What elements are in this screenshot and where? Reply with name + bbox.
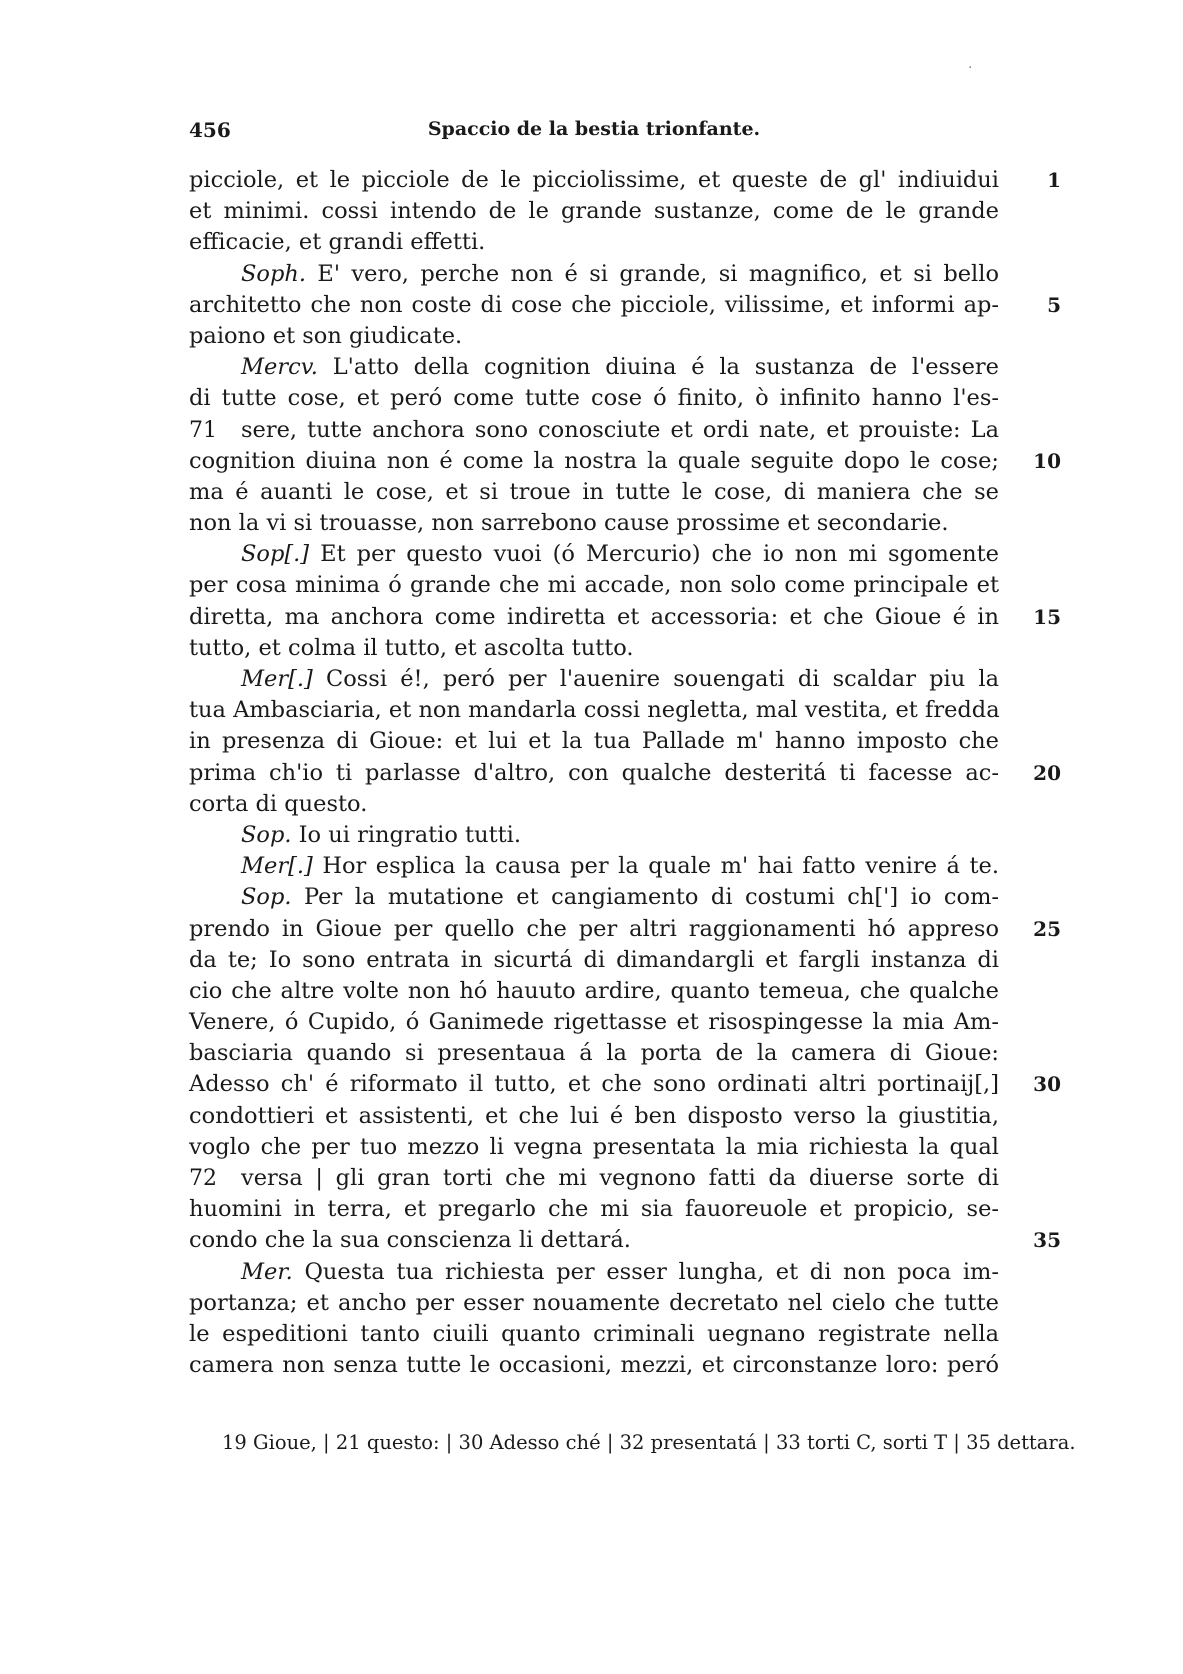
text-line [189, 1288, 999, 1319]
line-text: Cossi é!, peró per l'auenire souengati di scaldar piu la [326, 666, 999, 692]
text-line [189, 1007, 999, 1038]
text-line [189, 321, 999, 352]
line-number: 15 [1033, 604, 1061, 629]
text-line [189, 196, 999, 227]
line-number: 5 [1047, 292, 1061, 317]
text-line [189, 290, 1061, 321]
line-text: diretta, ma anchora come indiretta et accessoria: et che Gioue é in [189, 603, 999, 630]
line-text: huomini in terra, et pregarlo che mi sia fauoreuole et propicio, se- [189, 1196, 999, 1223]
line-text: tua Ambasciaria, et non mandarla cossi negletta, mal vestita, et fredda [189, 697, 1000, 724]
speaker-label: Mer. [241, 1258, 293, 1285]
line-text: ma é auanti le cose, et si troue in tutte le cose, di maniera che se [189, 478, 999, 505]
text-line [189, 820, 999, 851]
margin-reference: 72 [189, 1166, 217, 1191]
speaker-label: Mercv. [241, 354, 318, 381]
text-line [189, 976, 999, 1007]
line-text: basciaria quando si presentaua á la porta de la camera di Gioue: [189, 1040, 999, 1067]
text-line [189, 1257, 999, 1288]
page-number: 456 [189, 118, 231, 142]
line-text: picciole, et le picciole de le picciolissime, et queste de gl' indiuidui [189, 167, 999, 193]
critical-apparatus: 19 Gioue, | 21 questo: | 30 Adesso ché | 32 presentatá | 33 torti C, sorti T | 35 dettara. [222, 1431, 1076, 1454]
line-text: sere, tutte anchora sono conosciute et ordi nate, et prouiste: La [241, 416, 999, 443]
line-text: in presenza di Gioue: et lui et la tua Pallade m' hanno imposto che [189, 728, 999, 755]
line-number: 10 [1033, 448, 1061, 473]
line-text: architetto che non coste di cose che picciole, vilissime, et informi ap- [189, 291, 999, 318]
line-number: 25 [1033, 916, 1061, 941]
text-line [189, 165, 1061, 196]
line-text: prima ch'io ti parlasse d'altro, con qualche desteritá ti facesse ac- [189, 759, 999, 786]
line-number: 20 [1033, 760, 1061, 785]
text-line [189, 259, 999, 290]
text-line [189, 1101, 999, 1132]
line-text: Io ui ringratio tutti. [298, 821, 522, 848]
speaker-label: Sop[.] [241, 541, 310, 568]
line-text: Questa tua richiesta per esser lungha, et di non poca im- [304, 1258, 999, 1285]
line-text: cognition diuina non é come la nostra la quale seguite dopo le cose; [189, 447, 999, 474]
line-text: Adesso ch' é riformato il tutto, et che sono ordinati altri portinaij[,] [189, 1071, 999, 1098]
text-line [189, 1163, 999, 1194]
scan-speck: · [968, 60, 973, 76]
line-text: tutto, et colma il tutto, et ascolta tutto. [189, 634, 634, 661]
running-title: Spaccio de la bestia trionfante. [427, 118, 761, 140]
line-text: Et per questo vuoi (ó Mercurio) che io non mi sgomente [320, 541, 999, 568]
text-line [189, 570, 999, 601]
line-text: prendo in Gioue per quello che per altri raggionamenti hó appreso [189, 915, 999, 942]
line-text: camera non senza tutte le occasioni, mezzi, et circonstanze loro: peró [189, 1352, 999, 1379]
text-line [189, 1225, 1061, 1256]
text-line [189, 415, 999, 446]
margin-reference: 71 [189, 417, 217, 443]
text-line [189, 352, 999, 383]
line-text: Venere, ó Cupido, ó Ganimede rigettasse et risospingesse la mia Am- [189, 1009, 999, 1036]
line-text: et minimi. cossi intendo de le grande sustanze, come de le grande [189, 198, 999, 225]
line-text: E' vero, perche non é si grande, si magnifico, et si bello [317, 260, 999, 287]
speaker-label: Mer[.] [241, 853, 313, 880]
text-line [189, 1038, 999, 1069]
speaker-label: Sop. [241, 821, 292, 848]
text-line [189, 914, 1061, 945]
line-text: corta di questo. [189, 790, 368, 817]
line-text: le espeditioni tanto ciuili quanto criminali uegnano registrate nella [189, 1320, 999, 1347]
line-number: 35 [1033, 1228, 1061, 1253]
text-line [189, 383, 999, 414]
text-line [189, 726, 999, 757]
body-text [189, 165, 1061, 1381]
line-number: 1 [1047, 168, 1061, 192]
line-text: portanza; et ancho per esser nouamente decretato nel cielo che tutte [189, 1289, 999, 1316]
line-text: Per la mutatione et cangiamento di costumi ch['] io com- [304, 884, 1000, 911]
text-line [189, 1319, 999, 1350]
line-text: voglo che per tuo mezzo li vegna presentata la mia richiesta la qual [189, 1133, 999, 1160]
text-line [189, 602, 1061, 633]
text-line [189, 446, 1061, 477]
text-line [189, 695, 999, 726]
text-line [189, 945, 999, 976]
text-line [189, 508, 999, 539]
text-line [189, 1350, 999, 1381]
text-line [189, 633, 999, 664]
text-line [189, 1132, 999, 1163]
line-text: L'atto della cognition diuina é la sustanza de l'essere [332, 354, 999, 381]
text-line [189, 1194, 999, 1225]
text-line [189, 227, 999, 258]
line-text: per cosa minima ó grande che mi accade, non solo come principale et [189, 572, 999, 599]
line-number: 30 [1033, 1072, 1061, 1097]
line-text: non la vi si trouasse, non sarrebono cause prossime et secondarie. [189, 510, 949, 537]
line-text: di tutte cose, et peró come tutte cose ó finito, ò infinito hanno l'es- [189, 385, 999, 412]
line-text: efficacie, et grandi effetti. [189, 229, 486, 256]
text-line [189, 664, 999, 695]
line-text: paiono et son giudicate. [189, 322, 463, 349]
text-line [189, 539, 999, 570]
text-line [189, 477, 999, 508]
line-text: versa | gli gran torti che mi vegnono fatti da diuerse sorte di [241, 1165, 999, 1191]
line-text: condo che la sua conscienza li dettará. [189, 1227, 631, 1254]
speaker-label: Soph. [241, 260, 307, 287]
line-text: da te; Io sono entrata in sicurtá di dimandargli et fargli instanza di [189, 946, 999, 973]
line-text: Hor esplica la causa per la quale m' hai fatto venire á te. [322, 853, 999, 880]
text-line [189, 1069, 1061, 1100]
line-text: condottieri et assistenti, et che lui é ben disposto verso la giustitia, [189, 1102, 999, 1129]
text-line [189, 789, 999, 820]
line-text: cio che altre volte non hó hauuto ardire, quanto temeua, che qualche [189, 977, 999, 1004]
speaker-label: Mer[.] [241, 666, 313, 692]
text-line [189, 758, 1061, 789]
text-line [189, 882, 999, 913]
text-line [189, 851, 999, 882]
speaker-label: Sop. [241, 884, 292, 911]
page-header [189, 118, 999, 152]
